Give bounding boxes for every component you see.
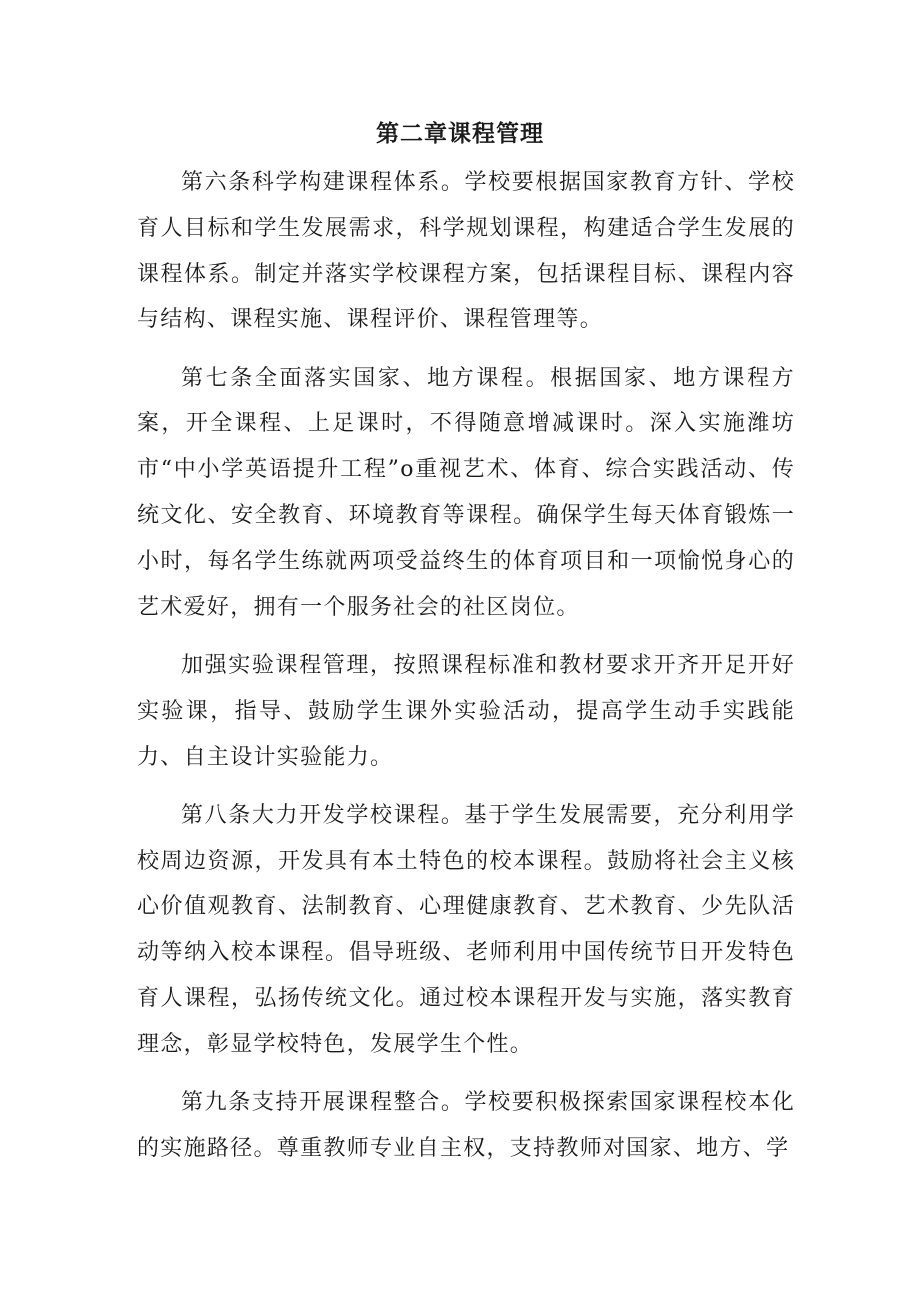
paragraph-article-8: 第八条大力开发学校课程。基于学生发展需要，充分利用学校周边资源，开发具有本土特色的校本课程。鼓励将社会主义核心价值观教育、法制教育、心理健康教育、艺术教育、少先队活动等纳入校本课程。倡导班级、老师利用中国传统节日开发特色育人课程，弘扬传统文化。通过校本课程开发与实施，落实教育理念，彰显学校特色，发展学生个性。 bbox=[137, 802, 795, 1057]
paragraph-article-6: 第六条科学构建课程体系。学校要根据国家教育方针、学校育人目标和学生发展需求，科学规划课程，构建适合学生发展的课程体系。制定并落实学校课程方案，包括课程目标、课程内容与结构、课程实施、课程评价、课程管理等。 bbox=[137, 170, 795, 333]
chapter-title: 第二章课程管理 bbox=[376, 121, 544, 147]
paragraph-article-9: 第九条支持开展课程整合。学校要积极探索国家课程校本化的实施路径。尊重教师专业自主权，支持教师对国家、地方、学 bbox=[137, 1090, 795, 1161]
paragraph-experiment-courses: 加强实验课程管理，按照课程标准和教材要求开齐开足开好实验课，指导、鼓励学生课外实验活动，提高学生动手实践能力、自主设计实验能力。 bbox=[137, 652, 795, 770]
paragraph-article-7: 第七条全面落实国家、地方课程。根据国家、地方课程方案，开全课程、上足课时，不得随意增减课时。深入实施潍坊市“中小学英语提升工程”o重视艺术、体育、综合实践活动、传统文化、安全教育、环境教育等课程。确保学生每天体育锻炼一小时，每名学生练就两项受益终生的体育项目和一项愉悦身心的艺术爱好，拥有一个服务社会的社区岗位。 bbox=[137, 365, 795, 620]
document-body bbox=[137, 160, 795, 1172]
